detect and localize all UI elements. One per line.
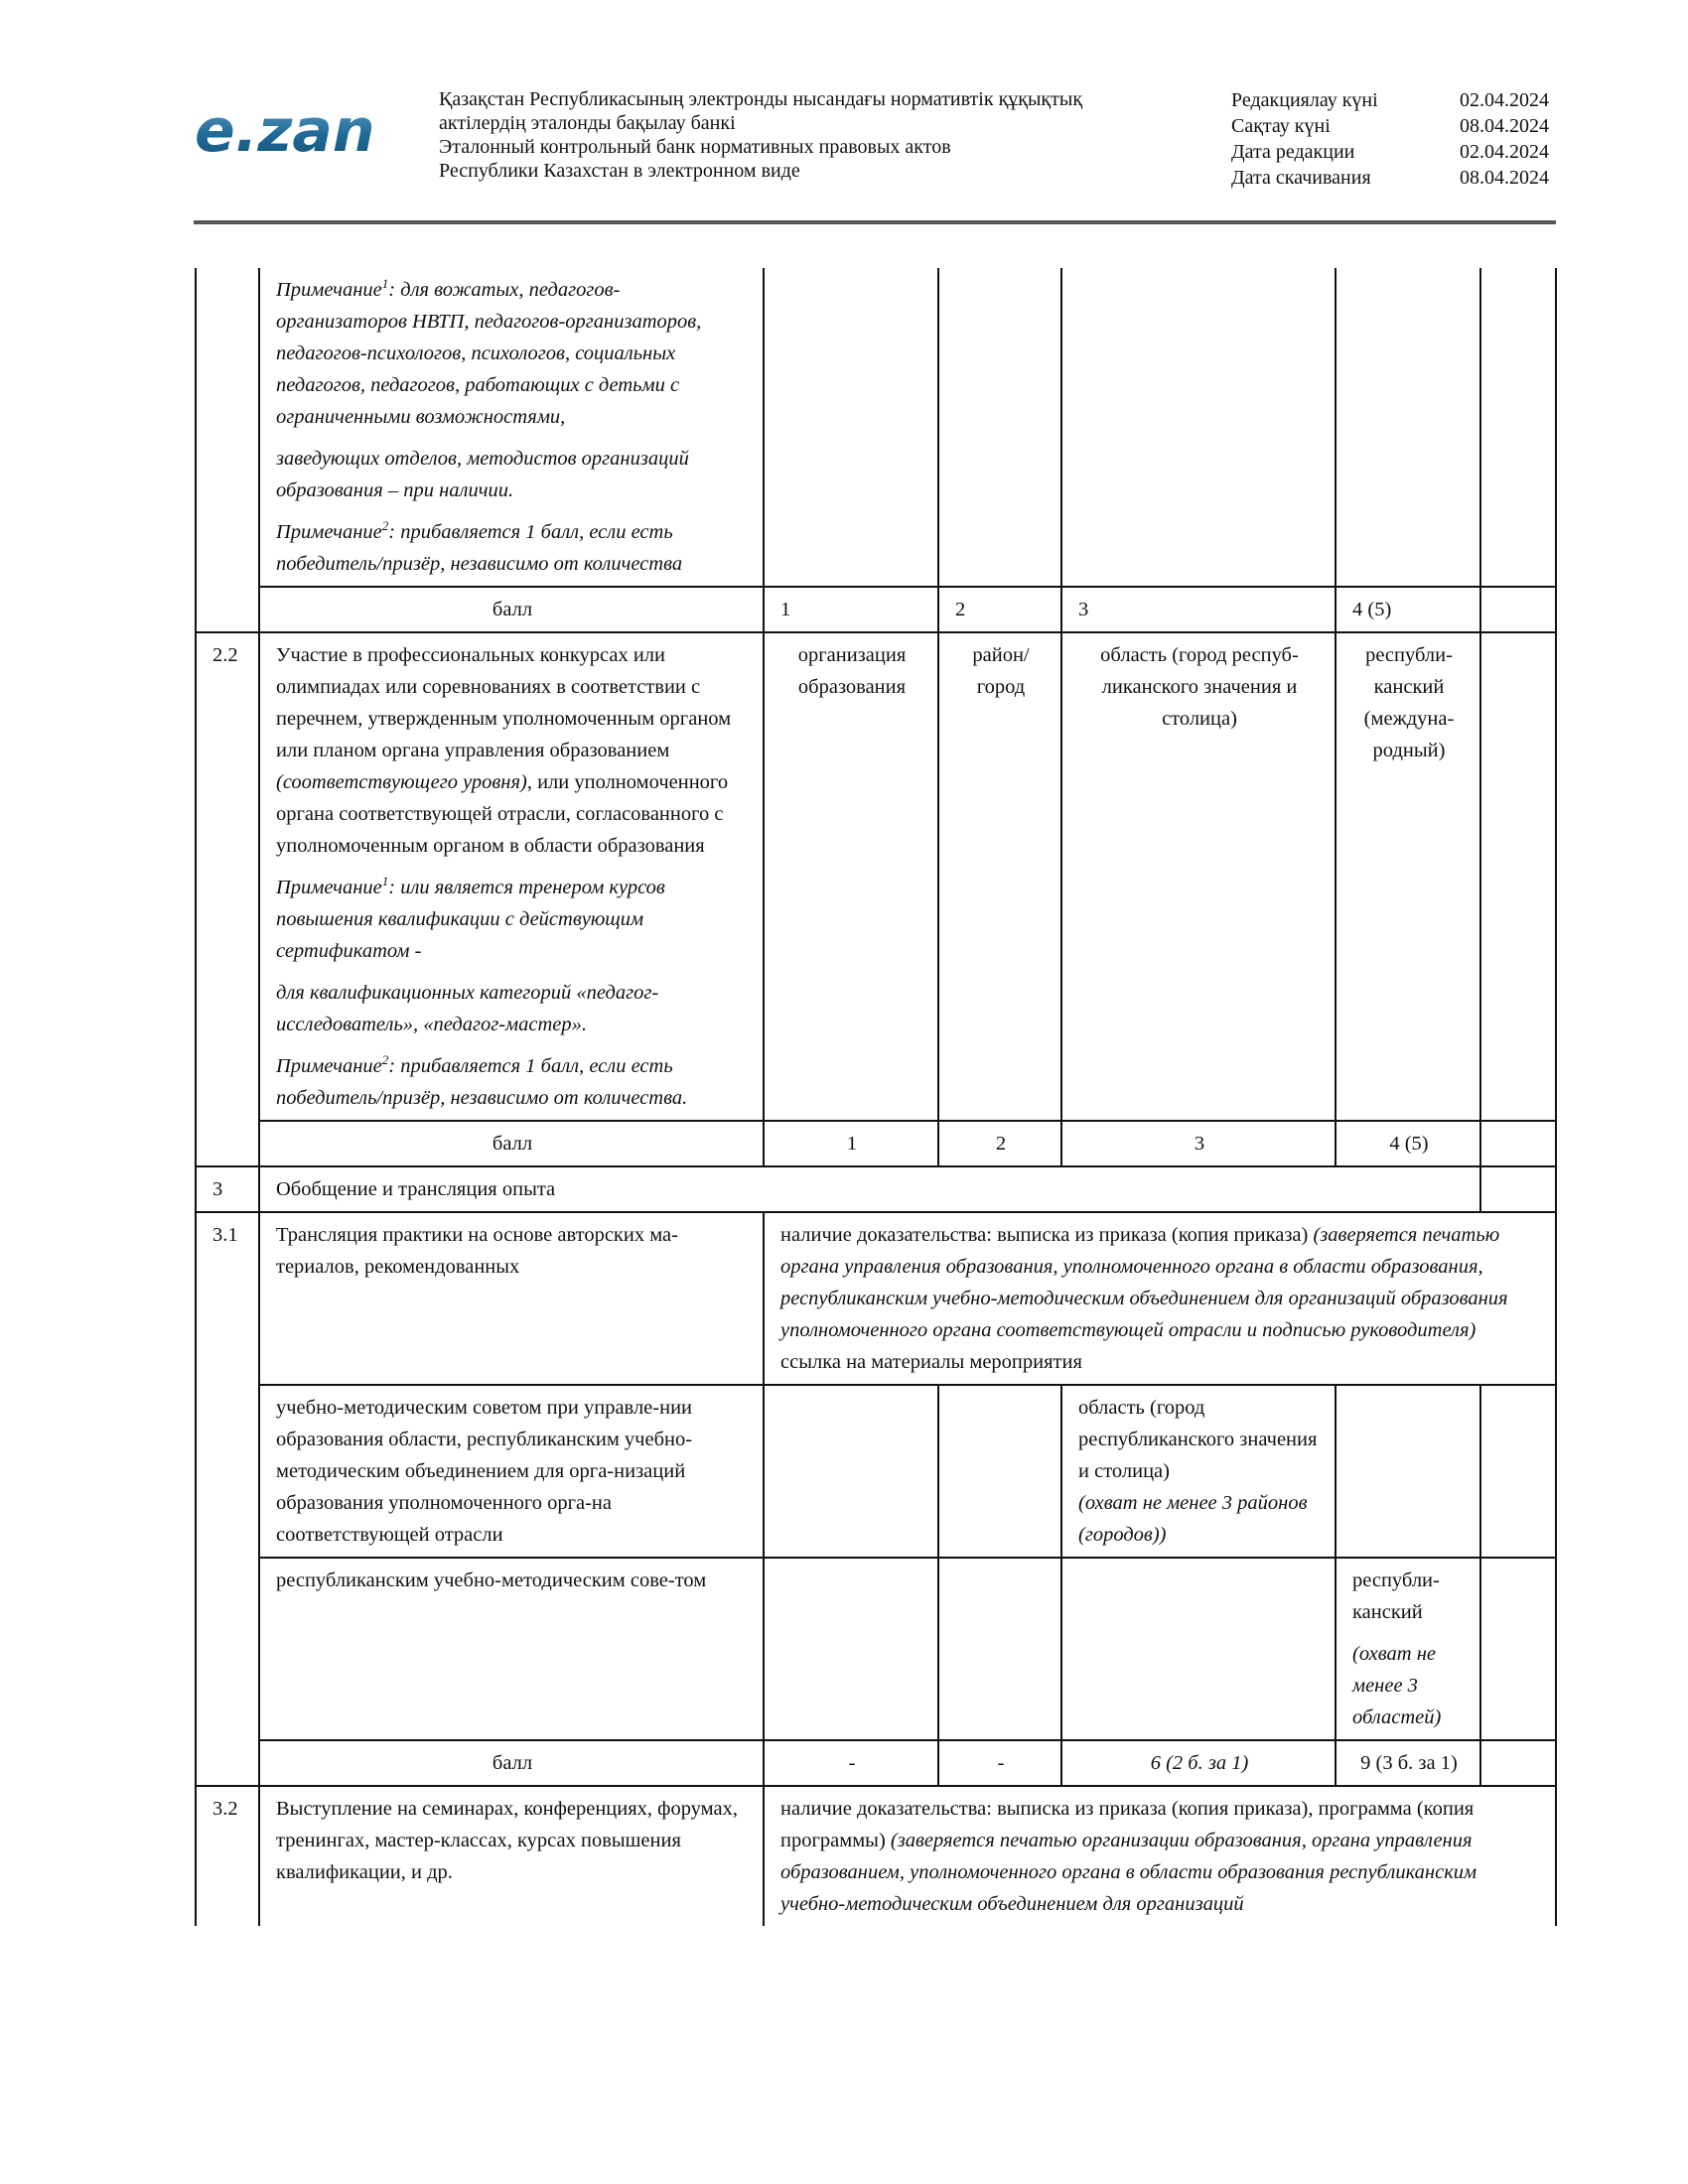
note-text: : или является тренером курсов повышения квалификации с действующим сертификатом - (276, 877, 665, 962)
level-republic (1336, 1558, 1480, 1740)
evidence-text: наличие доказательства: выписка из приказа (копия приказа), программа (копия программы) (780, 1798, 1475, 1851)
text-part: Участие в профессиональных конкурсах или олимпиадах или соревнованиях в соответствии с перечнем, утвержденным уполномоченным органом или планом органа управления образованием (276, 644, 732, 761)
level-region: область (город респуб-ликанского значения и столица) (1061, 632, 1336, 1121)
note-2 (276, 1050, 749, 1114)
evidence-italic: (заверяется печатью органа управления образования, уполномоченного органа в области образования, республиканским учебно-методическим объединением для организаций образования уполномоченного органа соответствующей отрасли и подписью руководителя) (780, 1224, 1508, 1341)
level-text: республи-канский (1352, 1570, 1440, 1623)
table-row-score (196, 587, 1556, 632)
score-value: 3 (1061, 1121, 1336, 1166)
meta-label: Дата скачивания (1231, 167, 1371, 189)
score-value: 9 (3 б. за 1) (1336, 1740, 1480, 1786)
level-republic: республи-канский (междуна-родный) (1336, 632, 1480, 1121)
table-row-3-2 (196, 1786, 1556, 1926)
note-label: Примечание (276, 1055, 382, 1077)
cell-criterion (259, 632, 764, 1121)
cell-empty (764, 1385, 938, 1558)
level-org: организация образования (764, 632, 938, 1121)
table-row-score (196, 1121, 1556, 1166)
note-text: : прибавляется 1 балл, если есть победитель/призёр, независимо от количества. (276, 1055, 688, 1109)
cell-empty (938, 1558, 1061, 1740)
meta-row (1231, 113, 1549, 139)
score-label: балл (259, 1740, 764, 1786)
cell-empty (1061, 268, 1336, 587)
cell-evidence (764, 1212, 1556, 1385)
level-region (1061, 1385, 1336, 1558)
meta-value: 02.04.2024 (1460, 89, 1549, 111)
cell-num: 3.1 (196, 1212, 259, 1786)
header-divider (194, 220, 1556, 224)
note-sup: 2 (381, 1052, 389, 1068)
header-line-2: актілердің эталонды бақылау банкі (439, 112, 736, 134)
cell-empty (1061, 1558, 1336, 1740)
note-1-cont: для квалификационных категорий «педагог-исследователь», «педагог-мастер». (276, 982, 659, 1035)
header-dates (1231, 87, 1549, 191)
level-district: район/ город (938, 632, 1061, 1121)
table-row-2-1-notes (196, 268, 1556, 587)
header-line-3: Эталонный контрольный банк нормативных правовых актов (439, 136, 951, 158)
note-label: Примечание (276, 279, 382, 301)
table-row-3-1-b (196, 1558, 1556, 1740)
evidence-text: ссылка на материалы мероприятия (780, 1351, 1082, 1373)
note-1 (276, 274, 749, 433)
note-text: : прибавляется 1 балл, если есть победитель/призёр, независимо от количества (276, 521, 683, 575)
cell-empty (764, 1558, 938, 1740)
cell-empty (764, 268, 938, 587)
note-2 (276, 516, 749, 580)
text-part: , или уполномоченного органа соответствующей отрасли, согласованного с уполномоченным органом в области образования (276, 771, 729, 857)
score-value: 3 (1061, 587, 1336, 632)
meta-row (1231, 87, 1549, 113)
note-label: Примечание (276, 521, 382, 543)
note-sup: 1 (381, 874, 389, 889)
cell-empty (1480, 1740, 1556, 1786)
ezan-logo (195, 95, 393, 175)
cell-criterion: Трансляция практики на основе авторских ма-териалов, рекомендованных (259, 1212, 764, 1385)
meta-value: 08.04.2024 (1460, 115, 1549, 137)
cell-empty (1336, 268, 1480, 587)
table-row-score (196, 1740, 1556, 1786)
meta-row (1231, 139, 1549, 165)
meta-value: 08.04.2024 (1460, 167, 1549, 189)
header-line-1: Қазақстан Республикасының электронды нысандағы нормативтік құқықтық (439, 88, 1083, 110)
table-row-3-1-a (196, 1385, 1556, 1558)
cell-criterion: республиканским учебно-методическим сове-том (259, 1558, 764, 1740)
score-value: 2 (938, 587, 1061, 632)
cell-empty (1336, 1385, 1480, 1558)
level-note: (охват не менее 3 районов (городов)) (1078, 1492, 1308, 1546)
cell-num: 3.2 (196, 1786, 259, 1926)
note-label: Примечание (276, 877, 382, 898)
cell-criterion: Выступление на семинарах, конференциях, форумах, тренингах, мастер-классах, курсах повышения квалификации, и др. (259, 1786, 764, 1926)
score-value: 1 (764, 587, 938, 632)
criteria-table (195, 268, 1557, 1926)
cell-criterion: учебно-методическим советом при управле-нии образования области, республиканским учебно-методическим объединением для орга-низаций образования уполномоченного орга-на соответствующей отрасли (259, 1385, 764, 1558)
cell-empty (938, 268, 1061, 587)
meta-label: Редакциялау күні (1231, 89, 1378, 111)
score-label: балл (259, 1121, 764, 1166)
table-row-3 (196, 1166, 1556, 1212)
evidence-italic: (заверяется печатью организации образования, органа управления образованием, уполномоченного органа в области образования республиканским учебно-методическим объединением для организаций (780, 1830, 1477, 1915)
cell-empty (938, 1385, 1061, 1558)
meta-label: Дата редакции (1231, 141, 1355, 163)
score-value: 1 (764, 1121, 938, 1166)
cell-num (196, 268, 259, 632)
level-text: область (город республиканского значения и столица) (1078, 1397, 1318, 1482)
note-sup: 1 (381, 276, 389, 292)
note-sup: 2 (381, 518, 389, 534)
ezan-logo-graphic (195, 95, 393, 175)
cell-empty (1480, 1166, 1556, 1212)
cell-evidence (764, 1786, 1556, 1926)
section-title: Обобщение и трансляция опыта (259, 1166, 1480, 1212)
cell-empty (1480, 1385, 1556, 1558)
cell-num: 3 (196, 1166, 259, 1212)
meta-row (1231, 165, 1549, 191)
cell-empty (1480, 632, 1556, 1121)
level-note: (охват не менее 3 областей) (1352, 1643, 1442, 1728)
table-row-2-2 (196, 632, 1556, 1121)
header-line-4: Республики Казахстан в электронном виде (439, 160, 800, 182)
text-italic: (соответствующего уровня) (276, 771, 527, 793)
meta-label: Сақтау күні (1231, 115, 1331, 137)
score-value: 4 (5) (1336, 587, 1480, 632)
meta-value: 02.04.2024 (1460, 141, 1549, 163)
score-label: балл (259, 587, 764, 632)
cell-empty (1480, 1558, 1556, 1740)
score-value: 6 (2 б. за 1) (1061, 1740, 1336, 1786)
table-row-3-1 (196, 1212, 1556, 1385)
header-title (439, 87, 1194, 183)
note-1 (276, 872, 749, 967)
score-value: 4 (5) (1336, 1121, 1480, 1166)
cell-empty (1480, 1121, 1556, 1166)
cell-empty (1480, 587, 1556, 632)
logo-text: e.zan (195, 96, 375, 166)
score-value: - (764, 1740, 938, 1786)
cell-empty (1480, 268, 1556, 587)
score-value: 2 (938, 1121, 1061, 1166)
cell-num: 2.2 (196, 632, 259, 1166)
note-1-cont: заведующих отделов, методистов организаций образования – при наличии. (276, 448, 689, 501)
criterion-text (276, 639, 749, 862)
score-value: - (938, 1740, 1061, 1786)
evidence-text: наличие доказательства: выписка из приказа (копия приказа) (780, 1224, 1314, 1246)
note-text: : для вожатых, педагогов-организаторов НВТП, педагогов-организаторов, педагогов-психологов, психологов, социальных педагогов, педагогов, работающих с детьми с ограниченными возможностями, (276, 279, 702, 428)
cell-notes (259, 268, 764, 587)
